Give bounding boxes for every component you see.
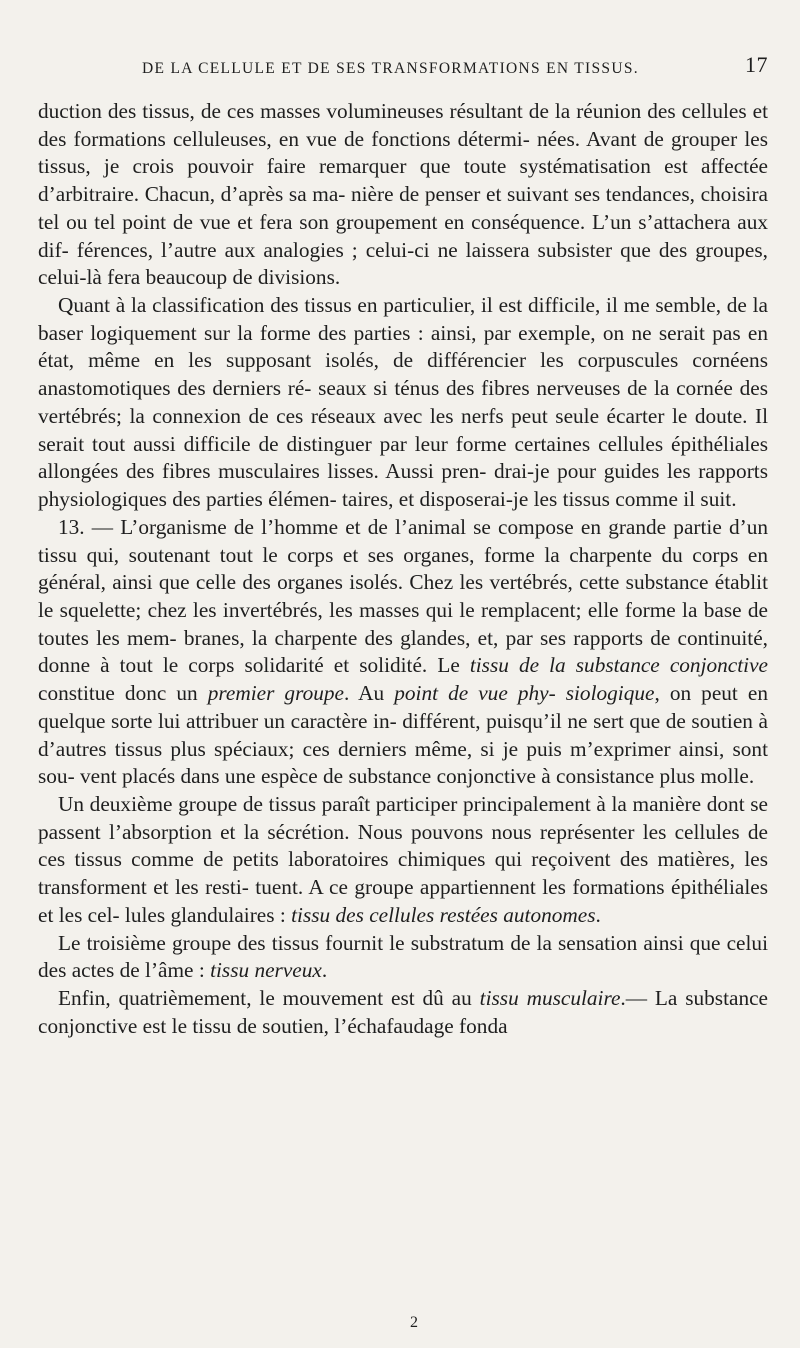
emphasis-muscle-tissue: tissu musculaire [479, 986, 621, 1010]
paragraph-second-group [38, 791, 768, 930]
text-run: , on peut en quelque sorte lui attribuer un caractère in- différent, puisqu’il ne sert que de soutien à d’autres tissus plus spéciaux; ces derniers même, si je puis m’exprimer ainsi, sont sou- vent placés dans une espèce de substance conjonctive à consistance plus molle. [38, 681, 768, 789]
paragraph-third-group [38, 930, 768, 985]
text-run: Un deuxième groupe de tissus paraît participer principalement à la manière dont se passent l’absorption et la sécrétion. Nous pouvons nous représenter les cellules de ces tissus comme de petits laboratoires chimiques qui reçoivent des matières, les transforment et les resti- tuent. A ce groupe appartiennent les formations épithéliales et les cel- lules glandulaires : [38, 791, 768, 927]
text-run: . [321, 958, 328, 983]
emphasis-connective-tissue: tissu de la substance conjonctive [469, 653, 768, 678]
emphasis-physiological-view: point de vue phy- siologique [394, 681, 655, 706]
emphasis-first-group: premier groupe [207, 681, 344, 706]
paragraph-section-13 [38, 514, 768, 791]
running-title: DE LA CELLULE ET DE SES TRANSFORMATIONS EN TISSUS. [142, 60, 639, 77]
running-head [38, 50, 768, 84]
text-run: . [595, 902, 601, 927]
text-run: .— La substance conjonctive est le tissu de soutien, l’échafaudage fonda [38, 986, 769, 1038]
page-number: 17 [745, 52, 768, 77]
text-run: Le troisième groupe des tissus fournit le substratum de la sensation ainsi que celui des actes de l’âme : [38, 930, 768, 983]
text-run: 13. — L’organisme de l’homme et de l’animal se compose en grande partie d’un tissu qui, soutenant tout le corps et ses organes, forme la charpente du corps en général, ainsi que celle des organes isolés. Chez les vertébrés, cette substance établit le squelette; chez les invertébrés, les masses qui le remplacent; elle forme la base de toutes les mem- branes, la charpente des glandes, et, par ses rapports de continuité, donne à tout le corps solidarité et solidité. Le [38, 514, 768, 678]
text-run: constitue donc un [38, 681, 208, 706]
emphasis-autonomous-cells: tissu des cellules restées autonomes [291, 902, 596, 927]
body-text [38, 98, 768, 1040]
paragraph-classification: Quant à la classification des tissus en particulier, il est difficile, il me semble, de la baser logiquement sur la forme des parties : ainsi, par exemple, on ne serait pas en état, même en les supposant isolés, de différencier les corpuscules cornéens anastomotiques des derniers ré- seaux si ténus des fibres nerveuses de la cornée des vertébrés; la connexion de ces réseaux avec les nerfs peut seule écarter le doute. Il serait tout aussi difficile de distinguer par leur forme certaines cellules épithéliales allongées des fibres musculaires lisses. Aussi pren- drai-je pour guides les rapports physiologiques des parties élémen- taires, et disposerai-je les tissus comme il suit. [38, 293, 768, 512]
text-run: Enfin, quatrièmement, le mouvement est dû au [58, 986, 480, 1010]
text-run: . Au [343, 681, 395, 706]
paragraph-fourth-group [38, 985, 768, 1040]
emphasis-nervous-tissue: tissu nerveux [210, 958, 322, 983]
book-page [38, 50, 768, 1340]
signature-mark: 2 [410, 1314, 418, 1331]
paragraph-continuation: duction des tissus, de ces masses volumineuses résultant de la réunion des cellules et des formations celluleuses, en vue de fonctions détermi- nées. Avant de grouper les tissus, je crois pouvoir faire remarquer que toute systématisation est affectée d’arbitraire. Chacun, d’après sa ma- nière de penser et suivant ses tendances, choisira tel ou tel point de vue et fera son groupement en conséquence. L’un s’attachera aux dif- férences, l’autre aux analogies ; celui-ci ne laissera subsister que des groupes, celui-là fera beaucoup de divisions. [38, 99, 768, 290]
